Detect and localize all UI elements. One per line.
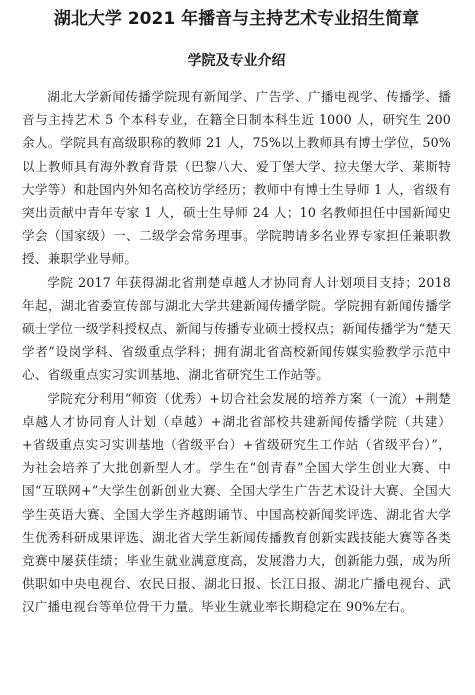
document-title: 湖北大学 2021 年播音与主持艺术专业招生简章 <box>53 9 420 29</box>
section-title: 学院及专业介绍 <box>187 53 286 69</box>
paragraph-2: 学院 2017 年获得湖北省荆楚卓越人才协同育人计划项目支持；2018 年起，湖北省委宣传部与湖北大学共建新闻传播学院。学院拥有新闻传播学硕士学位一级学科授权点、新闻与传播专业硕士授权点；新闻传播学为“楚天学者”设岗学科、省级重点学科；拥有湖北省高校新闻传媒实验教学示范中心、省级重点实习实训基地、湖北省研究生工作站等。 <box>22 274 451 383</box>
paragraph-3: 学院充分利用“师资（优秀）+切合社会发展的培养方案（一流）+荆楚卓越人才协同育人计划（卓越）+湖北省部校共建新闻传播学院（共建）+省级重点实习实训基地（省级平台）+省级研究生工作站（省级平台）”，为社会培养了大批创新型人才。学生在“创青春”全国大学生创业大赛、中国“互联网+”大学生创新创业大赛、全国大学生广告艺术设计大赛、全国大学生英语大赛、全国大学生齐越朗诵节、中国高校新闻奖评选、湖北省大学生优秀科研成果评选、湖北省大学生新闻传播教育创新实践技能大赛等各类竞赛中屡获佳绩；毕业生就业满意度高，发展潜力大，创新能力强，成为所供职如中央电视台、农民日报、湖北日报、长江日报、湖北广播电视台、武汉广播电视台等单位骨干力量。毕业生就业率长期稳定在 90%左右。 <box>22 390 451 615</box>
paragraph-1: 湖北大学新闻传播学院现有新闻学、广告学、广播电视学、传播学、播音与主持艺术 5 个本科专业，在籍全日制本科生近 1000 人，研究生 200 余人。学院具有高级职称的教师 21 人，75%以上教师具有博士学位，50%以上教师具有海外教育背景（巴黎八大、爱丁堡大学、拉夫堡大学、莱斯特大学等）和赴国内外知名高校访学经历；教师中有博士生导师 1 人，省级有突出贡献中青年专家 1 人，硕士生导师 24 人；10 名教师担任中国新闻史学会（国家级）一、二级学会常务理事。学院聘请多名业界专家担任兼职教授、兼职学业导师。 <box>22 89 451 267</box>
